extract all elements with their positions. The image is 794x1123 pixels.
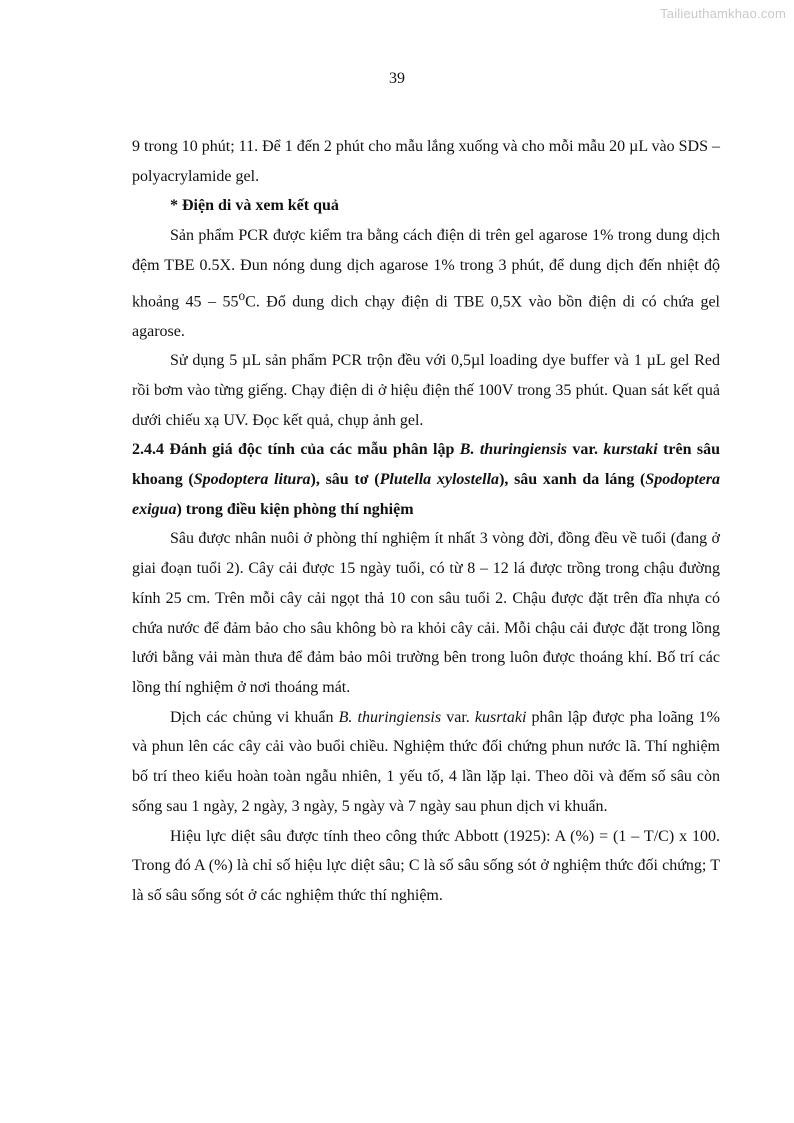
paragraph-pcr-check-text-cont: C. Đổ dung dich chạy điện di TBE 0,5X vào bồn điện di có chứa gel agarose. (132, 292, 720, 340)
paragraph-loading: Sử dụng 5 µL sản phẩm PCR trộn đều với 0,5µl loading dye buffer và 1 µL gel Red rồi bơm vào từng giếng. Chạy điện di ở hiệu điện thế 100V trong 35 phút. Quan sát kết quả dưới chiếu xạ UV. Đọc kết quả, chụp ảnh gel. (132, 352, 720, 429)
document-body (132, 132, 720, 911)
paragraph-pcr-check (132, 221, 720, 346)
heading-part: ), sâu tơ ( (310, 471, 380, 489)
heading-species: B. thuringiensis (459, 441, 567, 459)
heading-part: trên sâu khoang ( (132, 441, 721, 489)
paragraph-spraying-text: phân lập được pha loãng 1% và phun lên các cây cải vào buổi chiều. Nghiệm thức đối chứng phun nước lã. Thí nghiệm bố trí theo kiểu hoàn toàn ngẫu nhiên, 1 yếu tố, 4 lần lặp lại. Theo dõi và đếm số sâu còn sống sau 1 ngày, 2 ngày, 3 ngày, 5 ngày và 7 ngày sau phun dịch vi khuẩn. (132, 708, 720, 815)
species-name: B. thuringiensis (338, 708, 442, 726)
variety-name: kusrtaki (474, 708, 527, 726)
paragraph-spraying (132, 703, 720, 822)
watermark: Tailieuthamkhao.com (660, 6, 786, 21)
heading-part: 2.4.4 Đánh giá độc tính của các mẫu phân lập (132, 441, 460, 459)
paragraph-pcr-check-text: Sản phẩm PCR được kiểm tra bằng cách điện di trên gel agarose 1% trong dung dịch đệm TBE 0.5X. Đun nóng dung dịch agarose 1% trong 3 phút, để dung dịch đến nhiệt độ khoảng 45 – 55 (132, 227, 720, 310)
heading-part: var. (567, 441, 604, 459)
paragraph-rearing: Sâu được nhân nuôi ở phòng thí nghiệm ít nhất 3 vòng đời, đồng đều về tuổi (đang ở giai đoạn tuổi 2). Cây cải được 15 ngày tuổi, có từ 8 – 12 lá được trồng trong chậu đường kính 25 cm. Trên mỗi cây cải ngọt thả 10 con sâu tuổi 2. Chậu được đặt trên đĩa nhựa có chứa nước để đảm bảo cho sâu không bò ra khỏi cây cải. Mỗi chậu cải được đặt trong lồng lưới bằng vải màn thưa để đảm bảo môi trường bên trong luôn được thoáng khí. Bố trí các lồng thí nghiệm ở nơi thoáng mát. (132, 530, 720, 696)
section-heading-2-4-4 (132, 435, 720, 524)
paragraph-spraying-text: Dịch các chủng vi khuẩn (170, 708, 339, 726)
paragraph-sds-page: 9 trong 10 phút; 11. Để 1 đến 2 phút cho mẫu lắng xuống và cho mỗi mẫu 20 µL vào SDS – polyacrylamide gel. (132, 138, 720, 185)
page-number: 39 (389, 70, 405, 87)
heading-variety: kurstaki (603, 441, 658, 459)
section-subheading-electrophoresis: * Điện di và xem kết quả (170, 197, 339, 215)
paragraph-abbott-formula: Hiệu lực diệt sâu được tính theo công thức Abbott (1925): A (%) = (1 – T/C) x 100. Trong đó A (%) là chỉ số hiệu lực diệt sâu; C là số sâu sống sót ở nghiệm thức đối chứng; T là số sâu sống sót ở các nghiệm thức thí nghiệm. (132, 827, 720, 904)
degree-superscript: o (238, 287, 246, 303)
heading-part: ), sâu xanh da láng ( (499, 471, 646, 489)
paragraph-spraying-text: var. (441, 708, 475, 726)
heading-part: ) trong điều kiện phòng thí nghiệm (176, 500, 414, 518)
heading-species: Plutella xylostella (379, 471, 500, 489)
heading-species: Spodoptera litura (193, 471, 311, 489)
heading-species: Spodoptera exigua (132, 471, 721, 518)
